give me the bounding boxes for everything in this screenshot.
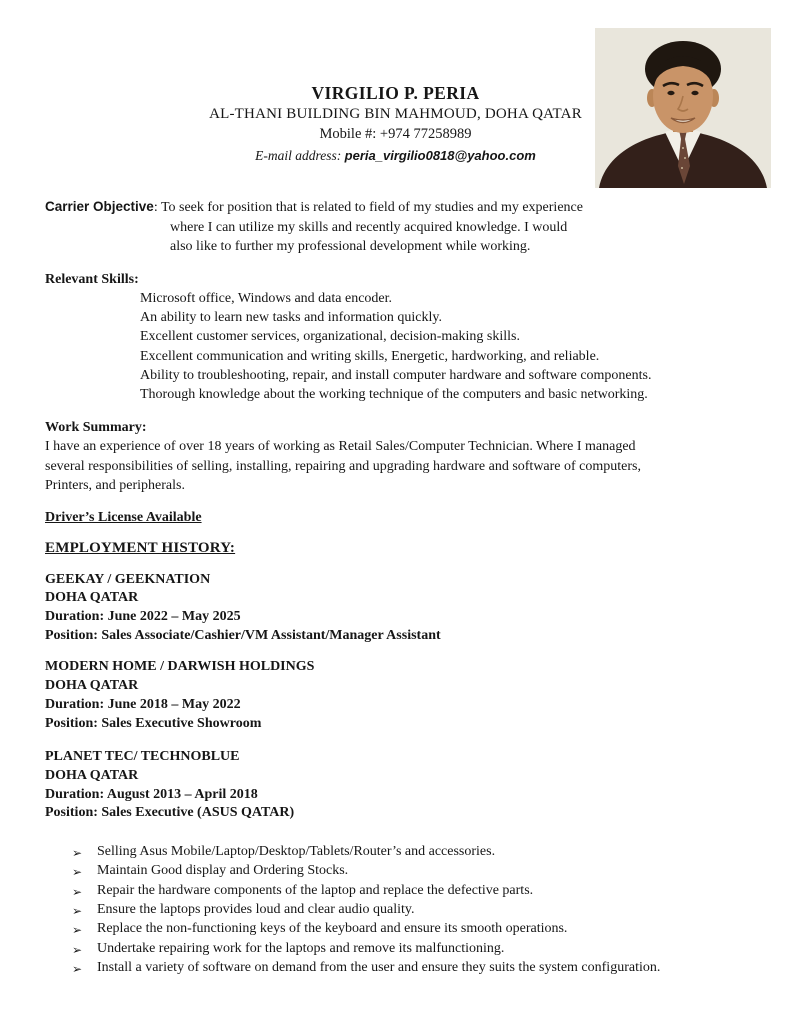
duty-item xyxy=(72,862,747,881)
section-relevant-skills xyxy=(45,270,747,405)
job-position: Position: Sales Associate/Cashier/VM Assistant/Manager Assistant xyxy=(45,627,441,643)
skill-item: Microsoft office, Windows and data encoder. xyxy=(140,290,393,306)
duty-text: Ensure the laptops provides loud and clear audio quality. xyxy=(97,901,415,917)
arrow-bullet-icon: ➢ xyxy=(72,923,83,938)
section-carrier-objective xyxy=(45,197,747,257)
arrow-bullet-icon: ➢ xyxy=(72,961,83,976)
work-summary-line: Printers, and peripherals. xyxy=(45,478,185,494)
objective-text-3: also like to further my professional development while working. xyxy=(170,239,531,254)
arrow-bullet-icon: ➢ xyxy=(72,865,83,880)
job-position: Position: Sales Executive (ASUS QATAR) xyxy=(45,805,295,821)
job-entry-geekay xyxy=(45,571,747,646)
work-summary-line: several responsibilities of selling, installing, repairing and upgrading hardware and software of computers, xyxy=(45,458,641,474)
duty-item xyxy=(72,959,747,978)
applicant-address: AL-THANI BUILDING BIN MAHMOUD, DOHA QATAR xyxy=(209,106,582,122)
skill-item: Thorough knowledge about the working technique of the computers and basic networking. xyxy=(140,387,648,403)
arrow-bullet-icon: ➢ xyxy=(72,903,83,918)
job-entry-planet-tec xyxy=(45,748,747,823)
resume-body xyxy=(45,197,747,978)
duty-text: Selling Asus Mobile/Laptop/Desktop/Tablets/Router’s and accessories. xyxy=(97,844,496,860)
duty-item xyxy=(72,882,747,901)
duty-item xyxy=(72,901,747,920)
job-entry-modern-home xyxy=(45,658,747,733)
employment-history-title: EMPLOYMENT HISTORY: xyxy=(45,539,236,556)
job-location: DOHA QATAR xyxy=(45,590,139,606)
work-summary-line: I have an experience of over 18 years of working as Retail Sales/Computer Technician. Where I managed xyxy=(45,439,636,455)
skill-item: An ability to learn new tasks and information quickly. xyxy=(140,310,442,326)
duty-text: Undertake repairing work for the laptops and remove its malfunctioning. xyxy=(97,940,505,956)
work-summary-title: Work Summary: xyxy=(45,419,147,435)
job-position: Position: Sales Executive Showroom xyxy=(45,715,262,731)
job-location: DOHA QATAR xyxy=(45,767,139,783)
duties-list xyxy=(72,843,747,978)
job-duration: Duration: June 2022 – May 2025 xyxy=(45,608,241,624)
job-company: PLANET TEC/ TECHNOBLUE xyxy=(45,749,240,765)
drivers-license-note: Driver’s License Available xyxy=(45,509,202,525)
skill-item: Ability to troubleshooting, repair, and install computer hardware and software components. xyxy=(140,367,652,383)
duty-text: Replace the non-functioning keys of the keyboard and ensure its smooth operations. xyxy=(97,921,568,937)
skill-item: Excellent communication and writing skills, Energetic, hardworking, and reliable. xyxy=(140,348,600,364)
arrow-bullet-icon: ➢ xyxy=(72,884,83,899)
skills-title: Relevant Skills: xyxy=(45,271,139,287)
portrait-photo-svg xyxy=(595,28,771,188)
job-duration: Duration: August 2013 – April 2018 xyxy=(45,786,258,802)
duty-text: Install a variety of software on demand from the user and ensure they suits the system configuration. xyxy=(97,959,661,975)
job-duration: Duration: June 2018 – May 2022 xyxy=(45,696,241,712)
duty-text: Repair the hardware components of the laptop and replace the defective parts. xyxy=(97,882,534,898)
email-label: E-mail address: xyxy=(255,148,345,163)
email-address: peria_virgilio0818@yahoo.com xyxy=(344,148,536,163)
section-work-summary xyxy=(45,418,747,496)
eye-right xyxy=(691,91,698,95)
objective-line-1 xyxy=(45,197,747,218)
job-company: GEEKAY / GEEKNATION xyxy=(45,571,211,587)
arrow-bullet-icon: ➢ xyxy=(72,846,83,861)
job-company: MODERN HOME / DARWISH HOLDINGS xyxy=(45,659,315,675)
job-location: DOHA QATAR xyxy=(45,678,139,694)
duty-text: Maintain Good display and Ordering Stocks. xyxy=(97,863,349,879)
eye-left xyxy=(667,91,674,95)
duty-item xyxy=(72,940,747,959)
duty-item xyxy=(72,920,747,939)
applicant-name: VIRGILIO P. PERIA xyxy=(311,83,480,103)
applicant-mobile: Mobile #: +974 77258989 xyxy=(319,126,472,142)
skill-item: Excellent customer services, organizational, decision-making skills. xyxy=(140,329,520,345)
objective-text-1: : To seek for position that is related to field of my studies and my experience xyxy=(153,200,583,215)
objective-label: Carrier Objective xyxy=(45,199,154,214)
objective-text-2: where I can utilize my skills and recently acquired knowledge. I would xyxy=(170,219,568,235)
skills-list xyxy=(140,289,747,405)
duty-item xyxy=(72,843,747,862)
arrow-bullet-icon: ➢ xyxy=(72,942,83,957)
portrait-photo xyxy=(595,28,771,188)
